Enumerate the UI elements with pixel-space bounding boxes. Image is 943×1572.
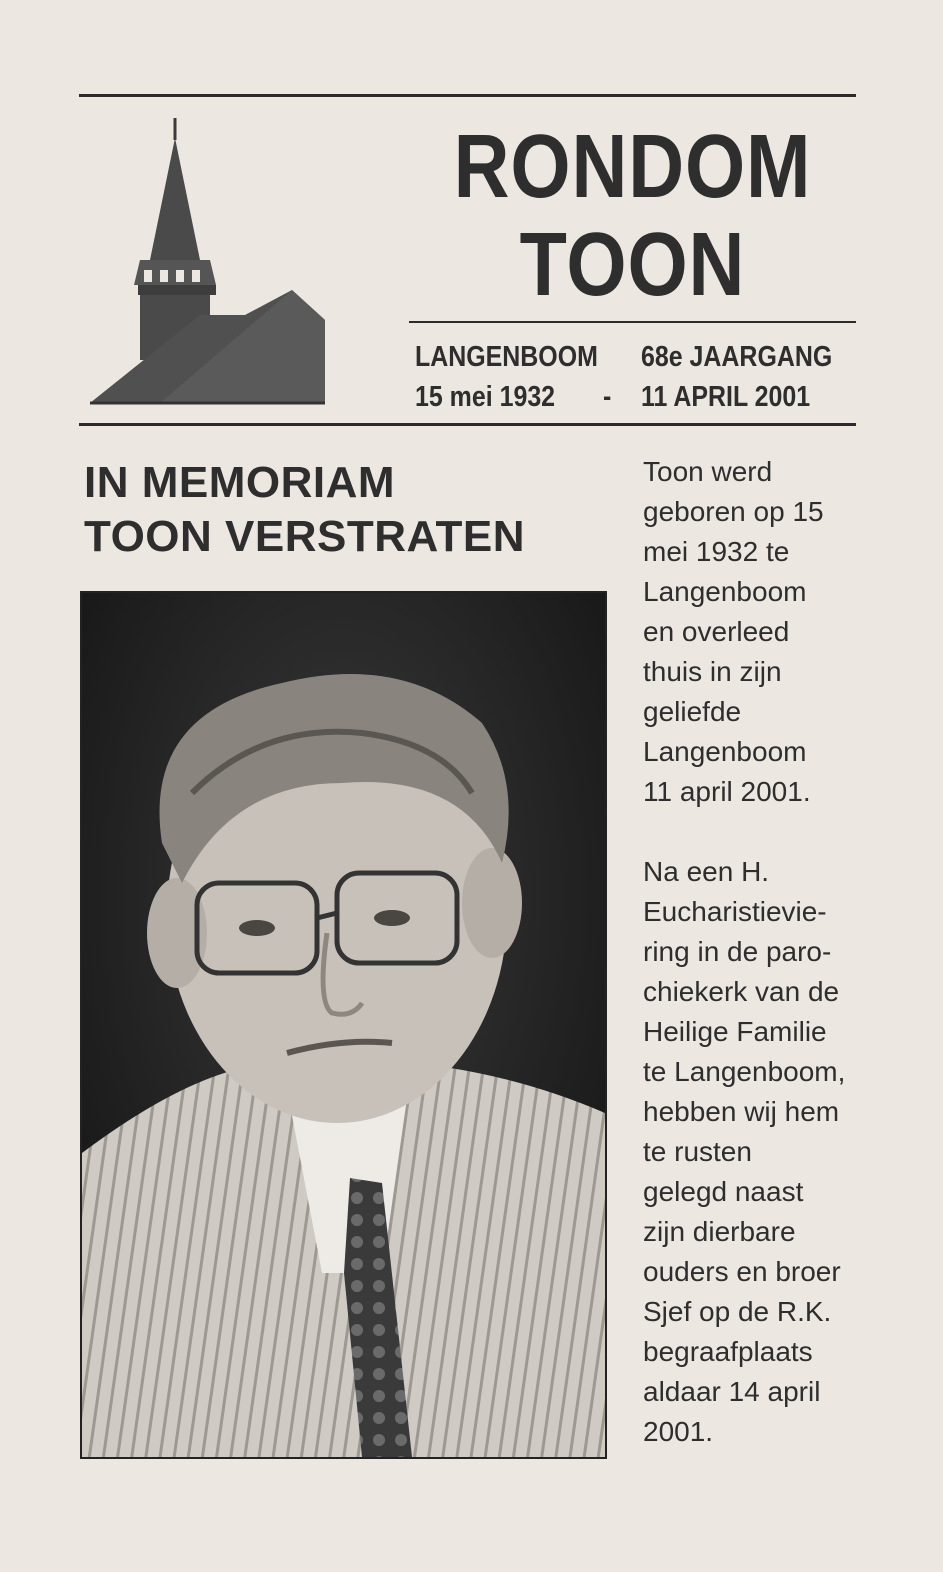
masthead-right-meta [641,337,832,417]
portrait-photo [80,591,607,1459]
masthead-title [440,118,824,314]
church-tower-icon [80,110,330,410]
top-rule [79,94,856,97]
masthead-left-meta [415,337,598,417]
headline-line1: IN MEMORIAM [84,458,396,507]
masthead-title-line1: RONDOM [453,117,812,217]
volume-label: 68e JAARGANG [641,341,833,373]
headline-line2: TOON VERSTRATEN [84,512,526,561]
place-label: LANGENBOOM [415,341,598,373]
date-separator: - [603,381,612,413]
article-body [643,452,878,1452]
article-paragraph-2: Na een H. Eucharistievie- ring in de paro- chiekerk van de Heilige Familie te Langenboom, hebben wij hem te rusten gelegd naast zijn dierbare ouders en broer Sjef op de R.K. begraafplaats aldaar 14 april 2001. [643,856,846,1447]
article-paragraph-1: Toon werd geboren op 15 mei 1932 te Langenboom en overleed thuis in zijn geliefde Langenboom 11 april 2001. [643,456,824,807]
death-date: 11 APRIL 2001 [641,381,811,413]
masthead-subrule [409,321,856,323]
header-bottom-rule [79,423,856,426]
masthead-title-line2: TOON [519,215,746,315]
article-headline [84,456,624,564]
birth-date: 15 mei 1932 [415,381,556,413]
